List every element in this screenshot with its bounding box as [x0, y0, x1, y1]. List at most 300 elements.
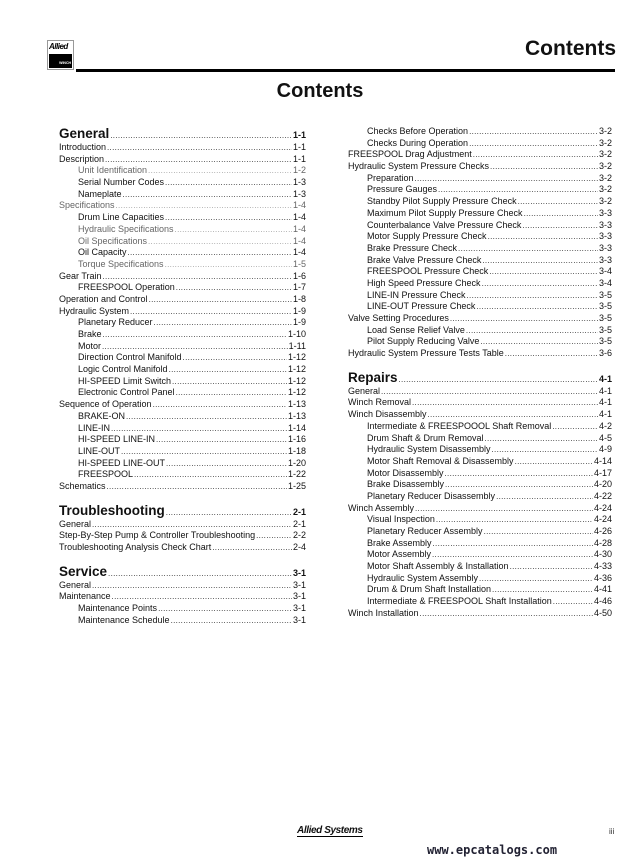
toc-entry[interactable]	[59, 481, 306, 493]
toc-page-number: 3-1	[292, 567, 306, 578]
toc-entry-title: Troubleshooting Analysis Check Chart	[59, 542, 212, 552]
toc-dot-leader	[524, 208, 598, 220]
toc-entry-title: Pressure Gauges	[367, 184, 438, 195]
toc-page-number: 4-22	[593, 490, 612, 501]
toc-entry[interactable]	[59, 530, 306, 542]
toc-dot-leader	[479, 573, 593, 585]
toc-page-number: 4-33	[593, 561, 612, 572]
toc-entry-title: Direction Control Manifold	[78, 352, 182, 363]
toc-entry-title: LINE-IN Pressure Check	[367, 289, 466, 300]
toc-page-number: 3-5	[598, 313, 612, 323]
toc-dot-leader	[522, 220, 598, 232]
toc-entry[interactable]	[348, 549, 612, 561]
toc-entry[interactable]	[59, 591, 306, 603]
toc-dot-leader	[466, 325, 598, 337]
toc-dot-leader	[492, 444, 598, 456]
toc-dot-leader	[153, 399, 287, 411]
toc-dot-leader	[107, 142, 292, 154]
toc-entry[interactable]	[59, 446, 306, 458]
toc-dot-leader	[515, 456, 593, 468]
toc-entry-title: Brake Disassembly	[367, 479, 445, 490]
toc-entry-title: Load Sense Relief Valve	[367, 324, 465, 335]
toc-dot-leader	[92, 519, 292, 531]
toc-entry[interactable]	[348, 278, 612, 290]
logo-text-bottom: WINCH	[49, 54, 72, 68]
toc-entry-title: Checks During Operation	[367, 137, 469, 148]
toc-entry[interactable]	[348, 208, 612, 220]
toc-dot-leader	[130, 306, 292, 318]
toc-dot-leader	[469, 138, 598, 150]
toc-dot-leader	[490, 161, 598, 173]
toc-entry-title: Gear Train	[59, 270, 102, 281]
toc-dot-leader	[436, 514, 593, 526]
toc-entry-title: LINE-IN	[78, 422, 111, 433]
toc-dot-leader	[415, 173, 598, 185]
toc-entry[interactable]	[348, 608, 612, 620]
toc-dot-leader	[505, 348, 598, 360]
toc-page-number: 4-9	[598, 444, 612, 455]
toc-entry-title: Schematics	[59, 480, 106, 491]
toc-page-number: 4-24	[593, 514, 612, 525]
toc-dot-leader	[485, 433, 598, 445]
toc-entry[interactable]	[348, 231, 612, 243]
toc-section-heading[interactable]	[348, 370, 612, 386]
toc-entry-title: Drum Shaft & Drum Removal	[367, 432, 484, 443]
toc-entry[interactable]	[348, 397, 612, 409]
toc-entry[interactable]	[59, 142, 306, 154]
toc-entry-title: Nameplate	[78, 188, 122, 199]
toc-dot-leader	[467, 290, 598, 302]
toc-entry[interactable]	[348, 348, 612, 360]
toc-entry-title: Intermediate & FREESPOOL Shaft Installation	[367, 596, 552, 607]
toc-entry-title: Maintenance	[59, 591, 111, 602]
toc-entry[interactable]	[59, 189, 306, 201]
toc-dot-leader	[482, 278, 598, 290]
toc-dot-leader	[111, 423, 287, 435]
toc-page-number: 1-1	[292, 153, 306, 164]
toc-entry[interactable]	[59, 224, 306, 236]
header-rule	[76, 69, 615, 72]
toc-dot-leader	[176, 387, 287, 399]
toc-page-number: 1-18	[287, 445, 306, 456]
toc-page-number: 3-4	[598, 277, 612, 288]
toc-entry-title: LINE-OUT	[78, 445, 121, 456]
toc-entry[interactable]	[59, 317, 306, 329]
toc-section-heading[interactable]	[59, 564, 306, 580]
toc-page-number: 1-25	[287, 480, 306, 491]
toc-page-number: 3-3	[598, 254, 612, 265]
toc-dot-leader	[432, 549, 593, 561]
toc-dot-leader	[489, 266, 598, 278]
toc-entry-title: Preparation	[367, 172, 414, 183]
toc-entry[interactable]	[348, 196, 612, 208]
toc-page-number: 3-5	[598, 336, 612, 347]
toc-page-number: 1-4	[292, 247, 306, 258]
toc-entry-title: Introduction	[59, 142, 107, 152]
toc-entry-title: General	[59, 518, 92, 529]
toc-entry-title: Motor Assembly	[367, 549, 432, 560]
toc-page-number: 2-2	[292, 530, 306, 541]
toc-entry-title: Winch Disassembly	[348, 409, 427, 420]
toc-page-number: 3-1	[292, 614, 306, 625]
toc-entry[interactable]	[59, 306, 306, 318]
toc-entry-title: Checks Before Operation	[367, 126, 469, 136]
toc-section-heading[interactable]	[59, 126, 306, 142]
toc-dot-leader	[420, 608, 593, 620]
toc-left-column	[59, 126, 306, 626]
toc-entry[interactable]	[348, 503, 612, 515]
toc-entry-title: LINE-OUT Pressure Check	[367, 301, 476, 312]
toc-entry-title: Valve Setting Procedures	[348, 313, 449, 323]
toc-dot-leader	[165, 259, 292, 271]
toc-entry-title: Oil Capacity	[78, 247, 127, 258]
toc-page-number: 3-5	[598, 301, 612, 312]
toc-page-number: 2-4	[292, 542, 306, 552]
toc-entry[interactable]	[348, 266, 612, 278]
toc-entry[interactable]	[348, 479, 612, 491]
toc-entry-title: Hydraulic System Pressure Checks	[348, 161, 490, 172]
toc-page-number: 3-5	[598, 324, 612, 335]
toc-entry[interactable]	[59, 542, 306, 554]
toc-page-number: 4-1	[598, 373, 612, 384]
toc-spacer	[348, 360, 612, 370]
toc-entry-title: Sequence of Operation	[59, 399, 152, 410]
toc-entry-title: Specifications	[59, 200, 115, 211]
toc-entry[interactable]	[348, 386, 612, 398]
toc-dot-leader	[176, 282, 292, 294]
toc-entry-title: Motor Disassembly	[367, 467, 444, 478]
toc-entry-title: HI-SPEED LINE-IN	[78, 434, 156, 445]
toc-dot-leader	[445, 468, 593, 480]
page-title: Contents	[276, 80, 364, 102]
toc-page-number: 1-11	[288, 340, 306, 351]
toc-entry[interactable]	[59, 212, 306, 224]
toc-dot-leader	[553, 596, 593, 608]
toc-entry[interactable]	[348, 184, 612, 196]
toc-entry[interactable]	[59, 615, 306, 627]
toc-entry[interactable]	[59, 519, 306, 531]
toc-entry-title: Maintenance Points	[78, 603, 158, 614]
toc-entry-title: Drum & Drum Shaft Installation	[367, 584, 492, 595]
toc-entry[interactable]	[59, 329, 306, 341]
toc-entry[interactable]	[59, 294, 306, 306]
toc-entry[interactable]	[348, 596, 612, 608]
toc-page-number: 1-1	[292, 130, 306, 140]
toc-dot-leader	[381, 386, 598, 398]
logo-text-top: Allied	[49, 42, 68, 51]
toc-dot-leader	[134, 469, 287, 481]
toc-page-number: 4-1	[598, 385, 612, 396]
toc-dot-leader	[445, 479, 593, 491]
toc-entry[interactable]	[348, 526, 612, 538]
toc-dot-leader	[428, 409, 598, 421]
toc-page-number: 1-12	[287, 375, 306, 386]
toc-dot-leader	[112, 591, 292, 603]
toc-entry-title: Oil Specifications	[78, 235, 148, 246]
toc-entry-title: Hydraulic System Assembly	[367, 572, 479, 583]
toc-entry[interactable]	[59, 177, 306, 189]
toc-dot-leader	[107, 481, 287, 493]
toc-entry[interactable]	[59, 341, 306, 353]
toc-page-number: 4-41	[593, 584, 612, 595]
toc-dot-leader	[103, 329, 287, 341]
toc-dot-leader	[183, 352, 287, 364]
toc-entry[interactable]	[59, 387, 306, 399]
toc-page-number: 3-2	[598, 184, 612, 195]
toc-entry-title: HI-SPEED Limit Switch	[78, 375, 172, 386]
toc-entry-title: Motor Shaft Assembly & Installation	[367, 561, 509, 572]
toc-dot-leader	[415, 503, 593, 515]
toc-dot-leader	[123, 189, 292, 201]
toc-page-number: 1-8	[292, 293, 306, 304]
toc-page-number: 2-1	[292, 518, 306, 529]
toc-page-number: 3-2	[598, 149, 612, 160]
toc-entry[interactable]	[59, 236, 306, 248]
toc-page-number: 1-3	[292, 177, 306, 188]
toc-dot-leader	[169, 364, 287, 376]
toc-entry-title: FREESPOOL	[78, 469, 134, 480]
toc-page-number: 2-1	[292, 506, 306, 517]
toc-entry[interactable]	[59, 259, 306, 271]
toc-entry[interactable]	[348, 220, 612, 232]
toc-entry[interactable]	[348, 409, 612, 421]
toc-entry-title: Logic Control Manifold	[78, 364, 168, 375]
toc-entry[interactable]	[348, 561, 612, 573]
toc-page-number: 4-28	[593, 537, 612, 548]
toc-entry[interactable]	[59, 282, 306, 294]
toc-page-number: 3-3	[598, 219, 612, 230]
toc-entry-title: Planetary Reducer	[78, 317, 153, 328]
toc-entry[interactable]	[59, 399, 306, 411]
toc-dot-leader	[256, 530, 292, 542]
toc-entry-title: General	[348, 385, 381, 396]
toc-right-column	[348, 126, 612, 620]
toc-entry-title: Operation and Control	[59, 293, 148, 304]
toc-page-number: 1-6	[292, 270, 306, 281]
toc-entry[interactable]	[348, 456, 612, 468]
allied-systems-logo: Allied Systems	[297, 825, 363, 836]
toc-page-number: 4-1	[598, 397, 612, 408]
toc-dot-leader	[92, 580, 292, 592]
toc-dot-leader	[212, 542, 292, 554]
toc-entry-title: General	[59, 126, 110, 141]
toc-dot-leader	[175, 224, 292, 236]
toc-entry[interactable]	[59, 434, 306, 446]
toc-entry-title: Motor Shaft Removal & Disassembly	[367, 455, 514, 466]
toc-entry[interactable]	[59, 364, 306, 376]
toc-dot-leader	[148, 236, 292, 248]
toc-page-number: 3-5	[598, 289, 612, 300]
toc-entry[interactable]	[348, 538, 612, 550]
toc-page-number: 4-30	[593, 549, 612, 560]
toc-page-number: 1-13	[287, 399, 306, 410]
toc-entry[interactable]	[59, 352, 306, 364]
toc-entry-title: Torque Specifications	[78, 258, 164, 269]
toc-entry[interactable]	[348, 433, 612, 445]
toc-entry-title: Serial Number Codes	[78, 177, 165, 188]
toc-page-number: 3-6	[598, 348, 612, 359]
toc-entry[interactable]	[348, 491, 612, 503]
toc-page-number: 1-22	[287, 469, 306, 480]
toc-entry[interactable]	[59, 165, 306, 177]
toc-dot-leader	[165, 212, 292, 224]
toc-entry-title: Brake Valve Pressure Check	[367, 254, 482, 265]
toc-entry[interactable]	[348, 301, 612, 313]
toc-dot-leader	[412, 397, 598, 409]
toc-dot-leader	[480, 336, 598, 348]
toc-entry[interactable]	[348, 290, 612, 302]
toc-page-number: 1-16	[287, 434, 306, 445]
toc-page-number: 1-4	[292, 212, 306, 223]
toc-dot-leader	[156, 434, 287, 446]
toc-page-number: 4-20	[593, 479, 612, 490]
toc-dot-leader	[102, 341, 288, 353]
toc-dot-leader	[166, 458, 287, 470]
toc-dot-leader	[484, 526, 593, 538]
toc-entry[interactable]	[348, 255, 612, 267]
toc-entry-title: Winch Assembly	[348, 502, 415, 513]
toc-entry-title: Motor	[78, 340, 102, 351]
toc-page-number: 4-46	[593, 596, 612, 607]
toc-page-number: 1-9	[292, 305, 306, 316]
toc-entry-title: Step-By-Step Pump & Controller Troubleshooting	[59, 530, 256, 541]
toc-page-number: 3-2	[598, 126, 612, 136]
toc-dot-leader	[458, 243, 598, 255]
toc-entry[interactable]	[59, 469, 306, 481]
toc-dot-leader	[116, 200, 292, 212]
toc-page-number: 3-1	[292, 603, 306, 614]
toc-entry[interactable]	[59, 458, 306, 470]
toc-entry[interactable]	[348, 573, 612, 585]
toc-page-number: 1-4	[292, 223, 306, 234]
toc-page-number: 1-4	[292, 200, 306, 211]
toc-entry-title: Winch Removal	[348, 397, 412, 408]
toc-entry-title: Maintenance Schedule	[78, 614, 170, 625]
toc-entry[interactable]	[59, 411, 306, 423]
toc-section-heading[interactable]	[59, 503, 306, 519]
toc-dot-leader	[433, 538, 593, 550]
header-title: Contents	[525, 37, 616, 60]
toc-dot-leader	[103, 271, 292, 283]
toc-entry[interactable]	[59, 580, 306, 592]
toc-entry[interactable]	[59, 200, 306, 212]
toc-entry[interactable]	[348, 243, 612, 255]
toc-entry[interactable]	[348, 138, 612, 150]
toc-entry[interactable]	[59, 154, 306, 166]
toc-entry-title: Pilot Supply Reducing Valve	[367, 336, 480, 347]
toc-dot-leader	[518, 196, 598, 208]
toc-page-number: 3-1	[292, 579, 306, 590]
toc-page-number: 1-4	[292, 235, 306, 246]
toc-spacer	[59, 493, 306, 503]
toc-dot-leader	[473, 149, 598, 161]
toc-spacer	[59, 554, 306, 564]
toc-entry[interactable]	[348, 336, 612, 348]
toc-entry[interactable]	[348, 161, 612, 173]
toc-entry[interactable]	[59, 247, 306, 259]
toc-entry[interactable]	[348, 444, 612, 456]
toc-dot-leader	[438, 184, 598, 196]
toc-entry-title: Planetary Reducer Disassembly	[367, 490, 496, 501]
toc-page-number: 1-10	[287, 329, 306, 339]
toc-entry[interactable]	[348, 126, 612, 138]
toc-page-number: 4-24	[593, 502, 612, 513]
toc-dot-leader	[121, 446, 287, 458]
toc-page-number: 4-1	[598, 409, 612, 420]
toc-entry-title: Maximum Pilot Supply Pressure Check	[367, 207, 523, 218]
toc-page-number: 4-26	[593, 526, 612, 536]
toc-entry[interactable]	[59, 603, 306, 615]
toc-entry-title: Repairs	[348, 369, 398, 385]
toc-page-number: 1-2	[292, 165, 306, 176]
toc-page-number: 4-5	[598, 432, 612, 443]
toc-entry[interactable]	[59, 376, 306, 388]
toc-page-number: 3-2	[598, 137, 612, 148]
toc-entry-title: FREESPOOL Pressure Check	[367, 266, 489, 277]
toc-page-number: 1-3	[292, 188, 306, 199]
toc-page-number: 3-3	[598, 231, 612, 242]
toc-page-number: 4-14	[593, 455, 612, 466]
toc-entry-title: Winch Installation	[348, 607, 419, 618]
toc-dot-leader	[172, 376, 287, 388]
toc-entry[interactable]	[348, 149, 612, 161]
toc-entry[interactable]	[59, 271, 306, 283]
toc-page-number: 4-50	[593, 607, 612, 618]
toc-dot-leader	[154, 317, 292, 329]
toc-entry[interactable]	[348, 514, 612, 526]
toc-page-number: 1-20	[287, 457, 306, 468]
toc-entry[interactable]	[348, 468, 612, 480]
toc-entry-title: Planetary Reducer Assembly	[367, 526, 483, 536]
toc-entry-title: Hydraulic System Pressure Tests Table	[348, 348, 504, 359]
toc-entry-title: Unit Identification	[78, 165, 148, 176]
toc-entry-title: BRAKE-ON	[78, 410, 126, 421]
toc-page-number: 3-4	[598, 266, 612, 277]
toc-page-number: 1-9	[292, 317, 306, 328]
toc-dot-leader	[148, 165, 292, 177]
toc-entry-title: Description	[59, 153, 105, 164]
toc-entry[interactable]	[348, 313, 612, 325]
toc-dot-leader	[496, 491, 593, 503]
toc-dot-leader	[105, 154, 292, 166]
toc-entry[interactable]	[348, 421, 612, 433]
toc-page-number: 1-12	[287, 387, 306, 398]
toc-entry[interactable]	[348, 173, 612, 185]
toc-entry-title: Motor Supply Pressure Check	[367, 231, 487, 242]
toc-entry-title: Intermediate & FREESPOOOL Shaft Removal	[367, 420, 552, 431]
toc-page-number: 3-3	[598, 207, 612, 218]
toc-dot-leader	[126, 411, 287, 423]
toc-dot-leader	[149, 294, 292, 306]
toc-page-number: 3-1	[292, 591, 306, 602]
toc-entry[interactable]	[348, 325, 612, 337]
toc-entry[interactable]	[59, 423, 306, 435]
toc-dot-leader	[171, 615, 292, 627]
toc-page-number: 1-13	[287, 410, 306, 421]
toc-dot-leader	[492, 584, 593, 596]
toc-entry-title: Brake Pressure Check	[367, 242, 458, 253]
toc-entry-title: FREESPOOL Operation	[78, 282, 175, 293]
toc-entry-title: Drum Line Capacities	[78, 212, 165, 223]
toc-entry-title: Electronic Control Panel	[78, 387, 175, 398]
toc-page-number: 1-1	[292, 142, 306, 152]
toc-entry[interactable]	[348, 584, 612, 596]
toc-page-number: 1-14	[287, 422, 306, 433]
toc-page-number: 1-12	[287, 352, 306, 363]
toc-dot-leader	[469, 126, 598, 138]
toc-dot-leader	[482, 255, 598, 267]
watermark: www.epcatalogs.com	[427, 843, 558, 857]
